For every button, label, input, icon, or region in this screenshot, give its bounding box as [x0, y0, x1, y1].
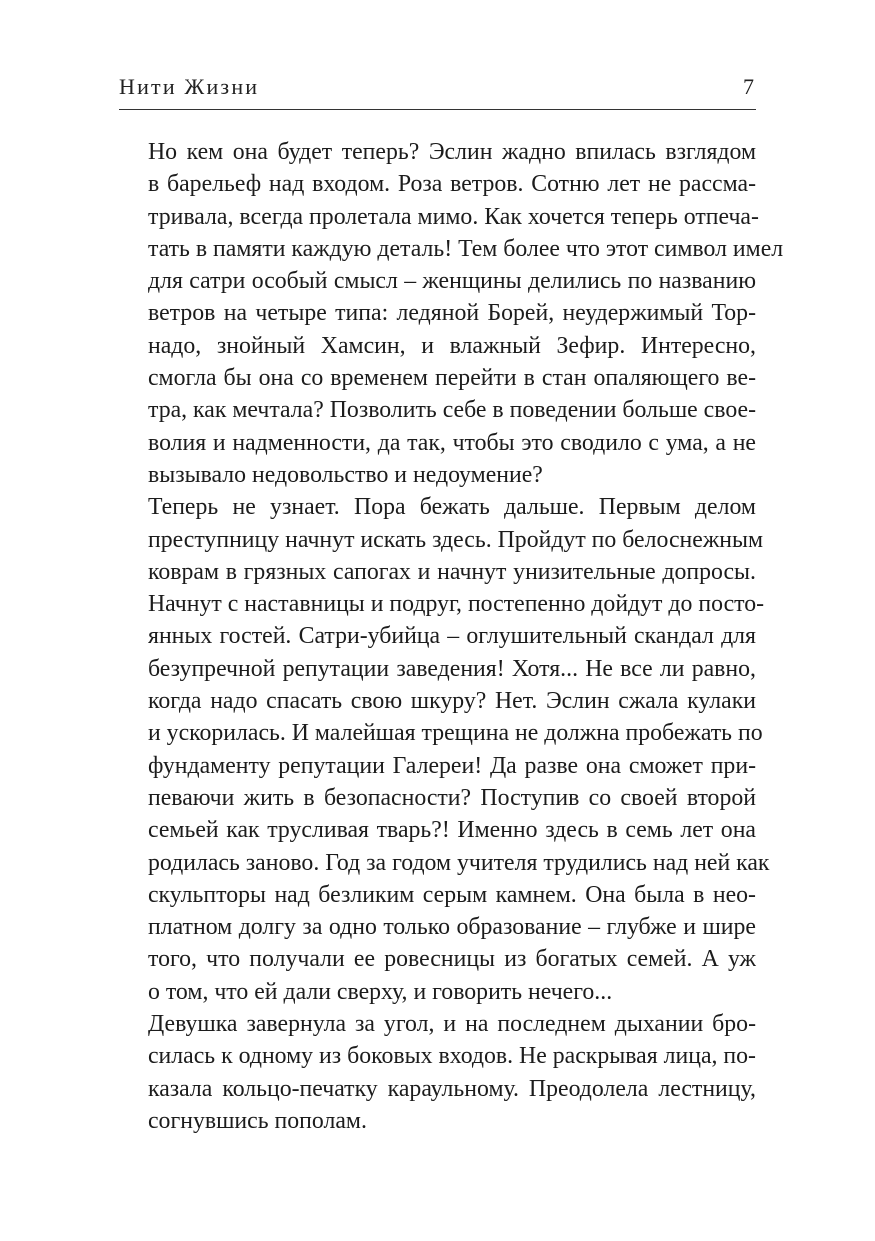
text-line: когда надо спасать свою шкуру? Нет. Эслин сжала кулаки [148, 688, 756, 715]
text-line: тать в памяти каждую деталь! Тем более что этот символ имел [148, 235, 784, 262]
text-line: безупречной репутации заведения! Хотя... Не все ли равно, [148, 655, 756, 682]
text-line: певаючи жить в безопасности? Поступив со своей второй [148, 784, 756, 811]
text-line: надо, знойный Хамсин, и влажный Зефир. Интересно, [148, 332, 756, 359]
text-line: фундаменту репутации Галереи! Да разве она сможет при- [148, 752, 756, 779]
text-line: тривала, всегда пролетала мимо. Как хочется теперь отпеча- [148, 203, 759, 230]
text-line: Начнут с наставницы и подруг, постепенно дойдут до посто- [148, 591, 765, 618]
running-header [119, 70, 756, 104]
header-rule [119, 109, 756, 110]
text-line: казала кольцо-печатку караульному. Преодолела лестницу, [148, 1075, 756, 1102]
text-line: янных гостей. Сатри-убийца – оглушительный скандал для [148, 623, 756, 650]
text-line: для сатри особый смысл – женщины делились по названию [148, 268, 756, 295]
text-line: Но кем она будет теперь? Эслин жадно впилась взглядом [148, 139, 756, 165]
book-page [119, 0, 784, 1241]
running-title: Нити Жизни [119, 74, 260, 99]
text-line: коврам в грязных сапогах и начнут унизительные допросы. [148, 558, 756, 585]
paragraph [119, 491, 770, 1008]
body-text [119, 136, 784, 1137]
text-line: Девушка завернула за угол, и на последнем дыхании бро- [148, 1011, 756, 1038]
text-line: тра, как мечтала? Позволить себе в поведении больше свое- [148, 397, 756, 424]
text-line: силась к одному из боковых входов. Не раскрывая лица, по- [148, 1043, 756, 1070]
text-line: ветров на четыре типа: ледяной Борей, неудержимый Тор- [148, 300, 756, 327]
paragraph [119, 1008, 756, 1137]
text-line: скульпторы над безликим серым камнем. Она была в нео- [148, 881, 756, 908]
text-line: платном долгу за одно только образование – глубже и шире [148, 914, 756, 941]
text-line: смогла бы она со временем перейти в стан опаляющего ве- [148, 365, 756, 392]
page-number: 7 [743, 74, 754, 99]
text-line: семьей как трусливая тварь?! Именно здесь в семь лет она [148, 817, 756, 844]
text-line: преступницу начнут искать здесь. Пройдут по белоснежным [148, 526, 764, 553]
text-line: Теперь не узнает. Пора бежать дальше. Первым делом [148, 494, 756, 521]
text-line: волия и надменности, да так, чтобы это сводило с ума, а не [148, 429, 756, 456]
text-line: о том, что ей дали сверху, и говорить нечего... [148, 978, 613, 1005]
text-line: и ускорилась. И малейшая трещина не должна пробежать по [148, 720, 763, 747]
paragraph [119, 136, 784, 491]
text-line: вызывало недовольство и недоумение? [148, 461, 543, 488]
text-line: того, что получали ее ровесницы из богатых семей. А уж [148, 946, 756, 973]
text-line: родилась заново. Год за годом учителя трудились над ней как [148, 849, 770, 876]
text-line: в барельеф над входом. Роза ветров. Сотню лет не рассма- [148, 171, 756, 198]
text-line: согнувшись пополам. [148, 1107, 367, 1134]
